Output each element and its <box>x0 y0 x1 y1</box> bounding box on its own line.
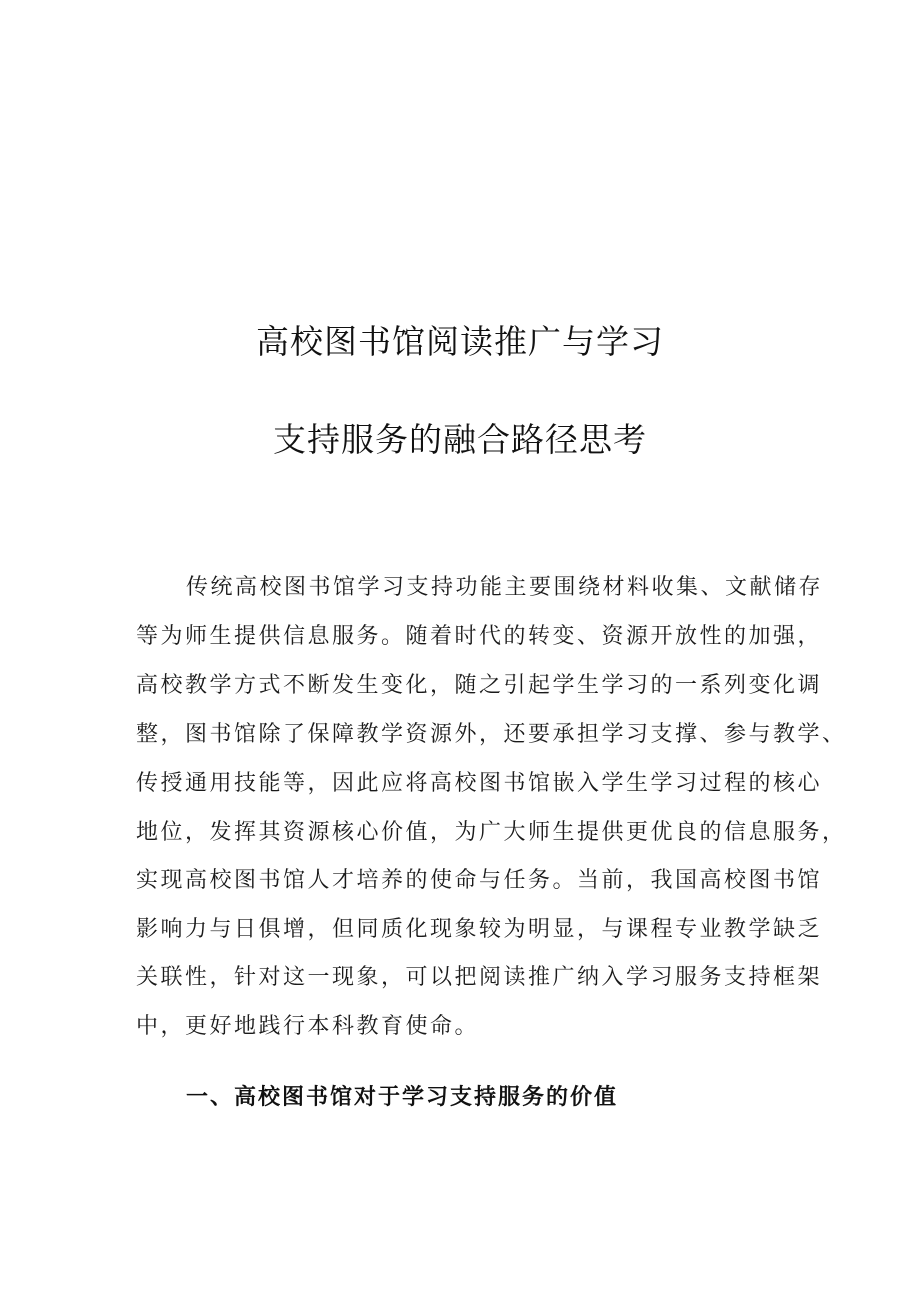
document-title-line-1: 高校图书馆阅读推广与学习 <box>256 322 664 361</box>
document-title-line-2: 支持服务的融合路径思考 <box>273 420 647 459</box>
paragraph-line: 整，图书馆除了保障教学资源外，还要承担学习支撑、参与教学、 <box>136 722 847 747</box>
paragraph-line: 关联性，针对这一现象，可以把阅读推广纳入学习服务支持框架 <box>136 965 823 990</box>
paragraph-line: 影响力与日俱增，但同质化现象较为明显，与课程专业教学缺乏 <box>136 917 823 942</box>
paragraph-line: 地位，发挥其资源核心价值，为广大师生提供更优良的信息服务， <box>136 820 847 845</box>
section-heading: 一、高校图书馆对于学习支持服务的价值 <box>186 1085 619 1110</box>
paragraph-line: 等为师生提供信息服务。随着时代的转变、资源开放性的加强， <box>136 624 823 649</box>
paragraph-line: 高校教学方式不断发生变化，随之引起学生学习的一系列变化调 <box>136 673 823 698</box>
paragraph-line: 传统高校图书馆学习支持功能主要围绕材料收集、文献储存 <box>186 575 824 600</box>
paragraph-line: 实现高校图书馆人才培养的使命与任务。当前，我国高校图书馆 <box>136 868 823 893</box>
paragraph-line: 传授通用技能等，因此应将高校图书馆嵌入学生学习过程的核心 <box>136 771 823 796</box>
paragraph-line: 中，更好地践行本科教育使命。 <box>136 1014 480 1039</box>
